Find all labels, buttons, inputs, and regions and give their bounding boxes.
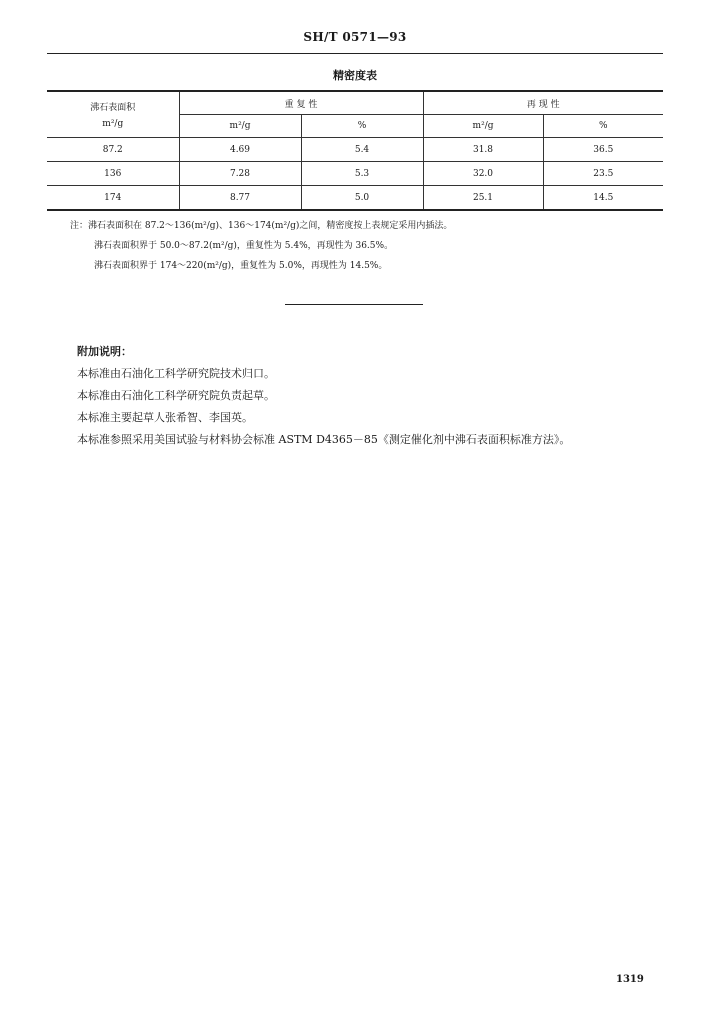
note-line: 注：沸石表面积在 87.2～136(m²/g)、136～174(m²/g)之间，精密度按上表规定采用内插法。 [70,221,453,231]
reproducibility-unit-abs: m²/g [423,115,543,138]
table-row [47,162,663,186]
cell-repeatability-pct: 5.3 [301,162,423,186]
cell-reproducibility-abs: 25.1 [423,186,543,211]
table-title: 精密度表 [333,69,377,82]
note-line: 沸石表面积界于 174～220(m²/g)，重复性为 5.0%，再现性为 14.5%。 [94,261,388,271]
repeatability-header: 重 复 性 [179,91,423,115]
repeatability-unit-abs: m²/g [179,115,301,138]
additional-notes-heading: 附加说明： [77,345,132,358]
cell-reproducibility-pct: 23.5 [543,162,663,186]
zeolite-area-header [47,91,179,138]
cell-area: 174 [47,186,179,211]
precision-table [47,90,663,211]
note-line: 沸石表面积界于 50.0～87.2(m²/g)，重复性为 5.4%，再现性为 36.5%。 [94,241,394,251]
additional-note-line: 本标准参照采用美国试验与材料协会标准 ASTM D4365－85《测定催化剂中沸石表面积标准方法》。 [77,433,571,446]
additional-notes [77,341,677,451]
cell-area: 136 [47,162,179,186]
cell-area: 87.2 [47,138,179,162]
table-header-row [47,91,663,115]
cell-repeatability-abs: 8.77 [179,186,301,211]
additional-note-line: 本标准主要起草人张希智、李国英。 [77,411,253,424]
reproducibility-unit-pct: % [543,115,663,138]
reproducibility-header: 再 现 性 [423,91,663,115]
cell-repeatability-pct: 5.0 [301,186,423,211]
section-end-rule [285,304,423,305]
running-header: SH/T 0571—93 [303,30,407,44]
cell-reproducibility-abs: 31.8 [423,138,543,162]
header-rule [47,53,663,54]
additional-note-line: 本标准由石油化工科学研究院技术归口。 [77,367,275,380]
table-notes [70,216,670,276]
cell-repeatability-abs: 7.28 [179,162,301,186]
cell-repeatability-pct: 5.4 [301,138,423,162]
cell-repeatability-abs: 4.69 [179,138,301,162]
additional-note-line: 本标准由石油化工科学研究院负责起草。 [77,389,275,402]
cell-reproducibility-abs: 32.0 [423,162,543,186]
zeolite-area-unit: m²/g [102,119,124,129]
page-number: 1319 [616,974,644,985]
table-row [47,186,663,211]
repeatability-unit-pct: % [301,115,423,138]
cell-reproducibility-pct: 14.5 [543,186,663,211]
table-row [47,138,663,162]
zeolite-area-label: 沸石表面积 [90,103,136,113]
cell-reproducibility-pct: 36.5 [543,138,663,162]
